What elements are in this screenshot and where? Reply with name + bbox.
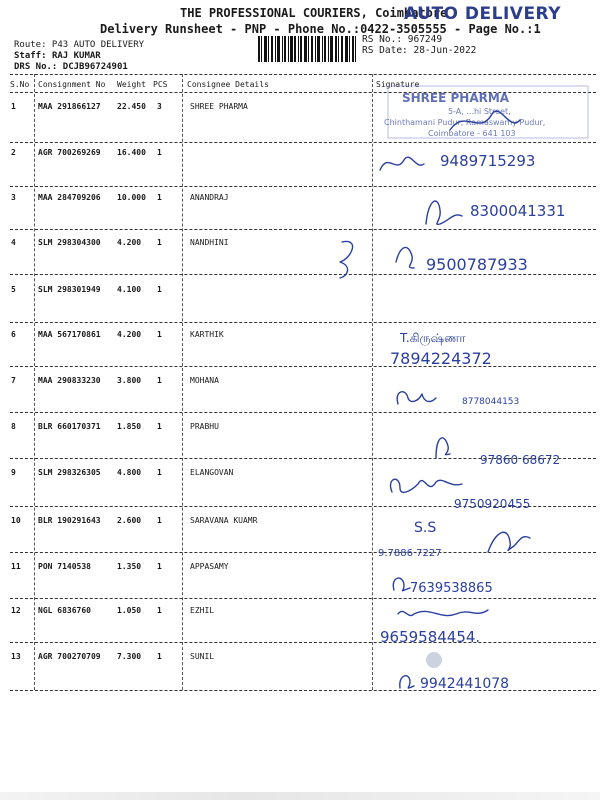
row-consignment: MAA 567170861 — [38, 330, 101, 339]
row-sno: 13 — [11, 652, 21, 661]
row-sno: 5 — [11, 285, 16, 294]
phone-text: 8778044153 — [462, 397, 520, 407]
stamp-line1: 5-A, ...hi Street, — [448, 107, 511, 116]
row-sno: 4 — [11, 238, 16, 247]
row-consignee: NANDHINI — [190, 238, 229, 247]
row-divider — [10, 186, 596, 187]
row-consignment: NGL 6836760 — [38, 606, 91, 615]
row-consignment: AGR 700269269 — [38, 148, 101, 157]
stamp-name: SHREE PHARMA — [402, 91, 510, 105]
signature-row-2 — [370, 140, 598, 184]
row-sno: 12 — [11, 606, 21, 615]
row-consignee: SUNIL — [190, 652, 215, 661]
row-consignee: ELANGOVAN — [190, 468, 234, 477]
col-header-pcs: PCS — [153, 80, 168, 89]
signature-row-9 — [370, 462, 598, 510]
row-weight: 22.450 — [117, 102, 146, 111]
col-header-sno: S.No — [10, 80, 30, 89]
row-sno: 1 — [11, 102, 16, 111]
row-sno: 8 — [11, 422, 16, 431]
row-sno: 7 — [11, 376, 16, 385]
row-weight: 4.200 — [117, 238, 142, 247]
row-pcs: 1 — [157, 285, 162, 294]
row-weight: 4.800 — [117, 468, 142, 477]
row-weight: 3.800 — [117, 376, 142, 385]
staff-name: RAJ KUMAR — [51, 51, 101, 61]
row-consignment: MAA 284709206 — [38, 193, 101, 202]
row-consignment: BLR 660170371 — [38, 422, 101, 431]
row-consignment: BLR 190291643 — [38, 516, 101, 525]
row-pcs: 1 — [157, 468, 162, 477]
row-consignee: MOHANA — [190, 376, 219, 385]
stamp-line2: Chinthamani Pudur, Ramaswamy Pudur, — [384, 118, 546, 127]
row-consignment: AGR 700270709 — [38, 652, 101, 661]
barcode — [258, 36, 356, 62]
scan-edge — [0, 792, 600, 800]
row-pcs: 1 — [157, 652, 162, 661]
signature-row-11 — [370, 562, 598, 602]
runsheet-title: Delivery Runsheet - PNP - Phone No.:0422-3505555 - Page No.:1 — [100, 22, 541, 36]
row-sno: 6 — [11, 330, 16, 339]
phone-text: 7894224372 — [390, 349, 492, 368]
row-consignment: PON 7140538 — [38, 562, 91, 571]
rs-date: RS Date: 28-Jun-2022 — [362, 45, 477, 56]
row-sno: 9 — [11, 468, 16, 477]
staff-line — [14, 51, 101, 61]
phone-text: 8300041331 — [470, 202, 566, 220]
row-weight: 1.050 — [117, 606, 142, 615]
phone-text: 7639538865 — [410, 581, 493, 596]
signature-row-13 — [370, 646, 598, 694]
row-consignment: SLM 298326305 — [38, 468, 101, 477]
col-header-consignee: Consignee Details — [187, 80, 269, 89]
stamp-line3: Coimbatore - 641 103 — [428, 129, 516, 138]
phone-text: 9942441078 — [420, 676, 510, 692]
row-weight: 7.300 — [117, 652, 142, 661]
phone-text: 97860 68672 — [480, 453, 561, 467]
name-text: T.கிருஷ்ணா — [400, 331, 466, 345]
row-pcs: 1 — [157, 422, 162, 431]
row-divider — [10, 322, 596, 323]
phone-text: 9489715293 — [440, 152, 536, 170]
phone-text: 9750920455 — [454, 497, 531, 511]
row-consignee: APPASAMY — [190, 562, 229, 571]
row-weight: 16.400 — [117, 148, 146, 157]
signature-row-3 — [370, 190, 598, 234]
row-pcs: 1 — [157, 606, 162, 615]
initials-text: S.S — [414, 520, 437, 536]
row-consignee: SHREE PHARMA — [190, 102, 248, 111]
signature-row-12 — [370, 600, 598, 648]
row-pcs: 1 — [157, 148, 162, 157]
row-consignee: ANANDRAJ — [190, 193, 229, 202]
row-pcs: 1 — [157, 562, 162, 571]
row-weight: 1.350 — [117, 562, 142, 571]
signature-row-4 — [370, 232, 598, 280]
row-sno: 11 — [11, 562, 21, 571]
drs-number: DCJB96724901 — [62, 62, 128, 72]
company-title: THE PROFESSIONAL COURIERS, Coimbatore — [180, 6, 448, 20]
row-consignee: SARAVANA KUAMR — [190, 516, 258, 525]
row-pcs: 1 — [157, 330, 162, 339]
row-consignee: EZHIL — [190, 606, 215, 615]
row-weight: 2.600 — [117, 516, 142, 525]
row-pcs: 1 — [157, 238, 162, 247]
drs-line — [14, 62, 128, 72]
row-pcs: 3 — [157, 102, 162, 111]
row-weight: 4.200 — [117, 330, 142, 339]
phone-text: 9500787933 — [426, 255, 528, 274]
row-weight: 1.850 — [117, 422, 142, 431]
row-pcs: 1 — [157, 516, 162, 525]
row-pcs: 1 — [157, 193, 162, 202]
row-consignment: SLM 298301949 — [38, 285, 101, 294]
shree-pharma-stamp — [370, 84, 598, 144]
drs-label: DRS No.: — [14, 62, 58, 72]
signature-row-6 — [370, 326, 598, 374]
row-consignee: PRABHU — [190, 422, 219, 431]
row-sno: 10 — [11, 516, 21, 525]
row-consignment: MAA 290833230 — [38, 376, 101, 385]
row-pcs: 1 — [157, 376, 162, 385]
auto-delivery-stamp: AUTO DELIVERY — [404, 4, 562, 24]
row-consignment: MAA 291866127 — [38, 102, 101, 111]
signature-row-7 — [370, 374, 598, 414]
row-consignee: KARTHIK — [190, 330, 224, 339]
col-header-weight: Weight — [117, 80, 146, 89]
col-header-consignment: Consignment No — [38, 80, 106, 89]
row-consignment: SLM 298304300 — [38, 238, 101, 247]
phone-text: 9.7886 7227 — [378, 548, 442, 559]
table-top-rule — [10, 74, 596, 75]
row-weight: 10.000 — [117, 193, 146, 202]
rs-number: RS No.: 967249 — [362, 34, 443, 45]
route-label: Route: P43 AUTO DELIVERY — [14, 40, 145, 50]
phone-text: 9659584454. — [380, 628, 481, 646]
row-sno: 3 — [11, 193, 16, 202]
staff-label: Staff: — [14, 51, 47, 61]
signature-row-10 — [370, 516, 598, 562]
col-header-signature: Signature — [376, 80, 420, 89]
row-sno: 2 — [11, 148, 16, 157]
row-weight: 4.100 — [117, 285, 142, 294]
